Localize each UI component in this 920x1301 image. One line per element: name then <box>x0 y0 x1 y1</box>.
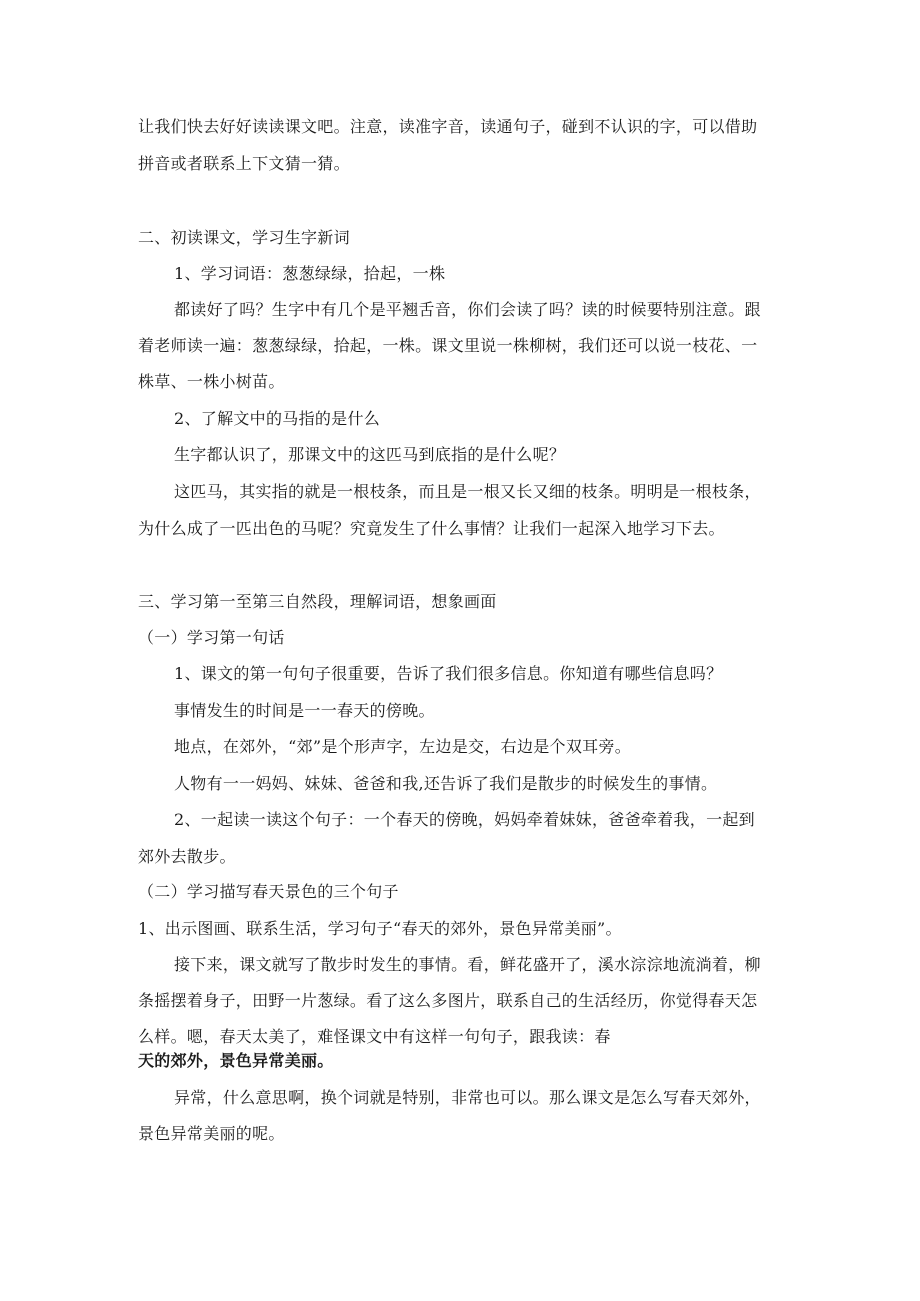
paragraph-line: 条摇摆着身子，田野一片葱绿。看了这么多图片，联系自己的生活经历，你觉得春天怎 <box>138 991 758 1010</box>
paragraph-line: 异常，什么意思啊，换个词就是特别，非常也可以。那么课文是怎么写春天郊外， <box>174 1088 761 1107</box>
paragraph-line: 为什么成了一匹出色的马呢？究竟发生了什么事情？让我们一起深入地学习下去。 <box>138 519 725 538</box>
section-heading: 三、学习第一至第三自然段，理解词语，想象画面 <box>138 592 497 611</box>
paragraph-line: 1、出示图画、联系生活，学习句子“春天的郊外，景色异常美丽”。 <box>138 919 622 938</box>
paragraph-line: 着老师读一遍：葱葱绿绿，拾起，一株。课文里说一株柳树，我们还可以说一枝花、一 <box>138 336 758 355</box>
section-heading: 二、初读课文，学习生字新词 <box>138 228 350 247</box>
paragraph-line: 这匹马，其实指的就是一根枝条，而且是一根又长又细的枝条。明明是一根枝条， <box>174 482 761 501</box>
subsection-heading: 2、了解文中的马指的是什么 <box>174 409 381 428</box>
paragraph-line: 生字都认识了，那课文中的这匹马到底指的是什么呢？ <box>174 445 566 464</box>
paragraph-line: 拼音或者联系上下文猜一猜。 <box>138 154 350 173</box>
paragraph-line: 景色异常美丽的呢。 <box>138 1124 285 1143</box>
paragraph-line: 郊外去散步。 <box>138 847 236 866</box>
subsection-heading: （一）学习第一句话 <box>138 628 285 647</box>
paragraph-line: 人物有一一妈妈、妹妹、爸爸和我,还告诉了我们是散步的时候发生的事情。 <box>174 774 718 793</box>
subsection-heading: （二）学习描写春天景色的三个句子 <box>138 882 399 901</box>
paragraph-line: 地点，在郊外，“郊”是个形声字，左边是交，右边是个双耳旁。 <box>174 737 632 756</box>
paragraph-line: 2、一起读一读这个句子：一个春天的傍晚，妈妈牵着妹妹，爸爸牵着我，一起到 <box>174 810 755 829</box>
paragraph-line: 让我们快去好好读读课文吧。注意，读准字音，读通句子，碰到不认识的字，可以借助 <box>138 117 758 136</box>
paragraph-line: 么样。嗯，春天太美了，难怪课文中有这样一句句子，跟我读：春 <box>138 1027 611 1046</box>
paragraph-line: 都读好了吗？生字中有几个是平翘舌音，你们会读了吗？读的时候要特别注意。跟 <box>174 300 761 319</box>
emphasized-sentence: 天的郊外，景色异常美丽。 <box>138 1051 334 1070</box>
paragraph-line: 1、课文的第一句句子很重要，告诉了我们很多信息。你知道有哪些信息吗？ <box>174 664 723 683</box>
subsection-heading: 1、学习词语：葱葱绿绿，拾起，一株 <box>174 264 446 283</box>
paragraph-line: 株草、一株小树苗。 <box>138 372 285 391</box>
paragraph-line: 事情发生的时间是一一春天的傍晚。 <box>174 701 435 720</box>
paragraph-line: 接下来，课文就写了散步时发生的事情。看，鲜花盛开了，溪水淙淙地流淌着，柳 <box>174 955 761 974</box>
